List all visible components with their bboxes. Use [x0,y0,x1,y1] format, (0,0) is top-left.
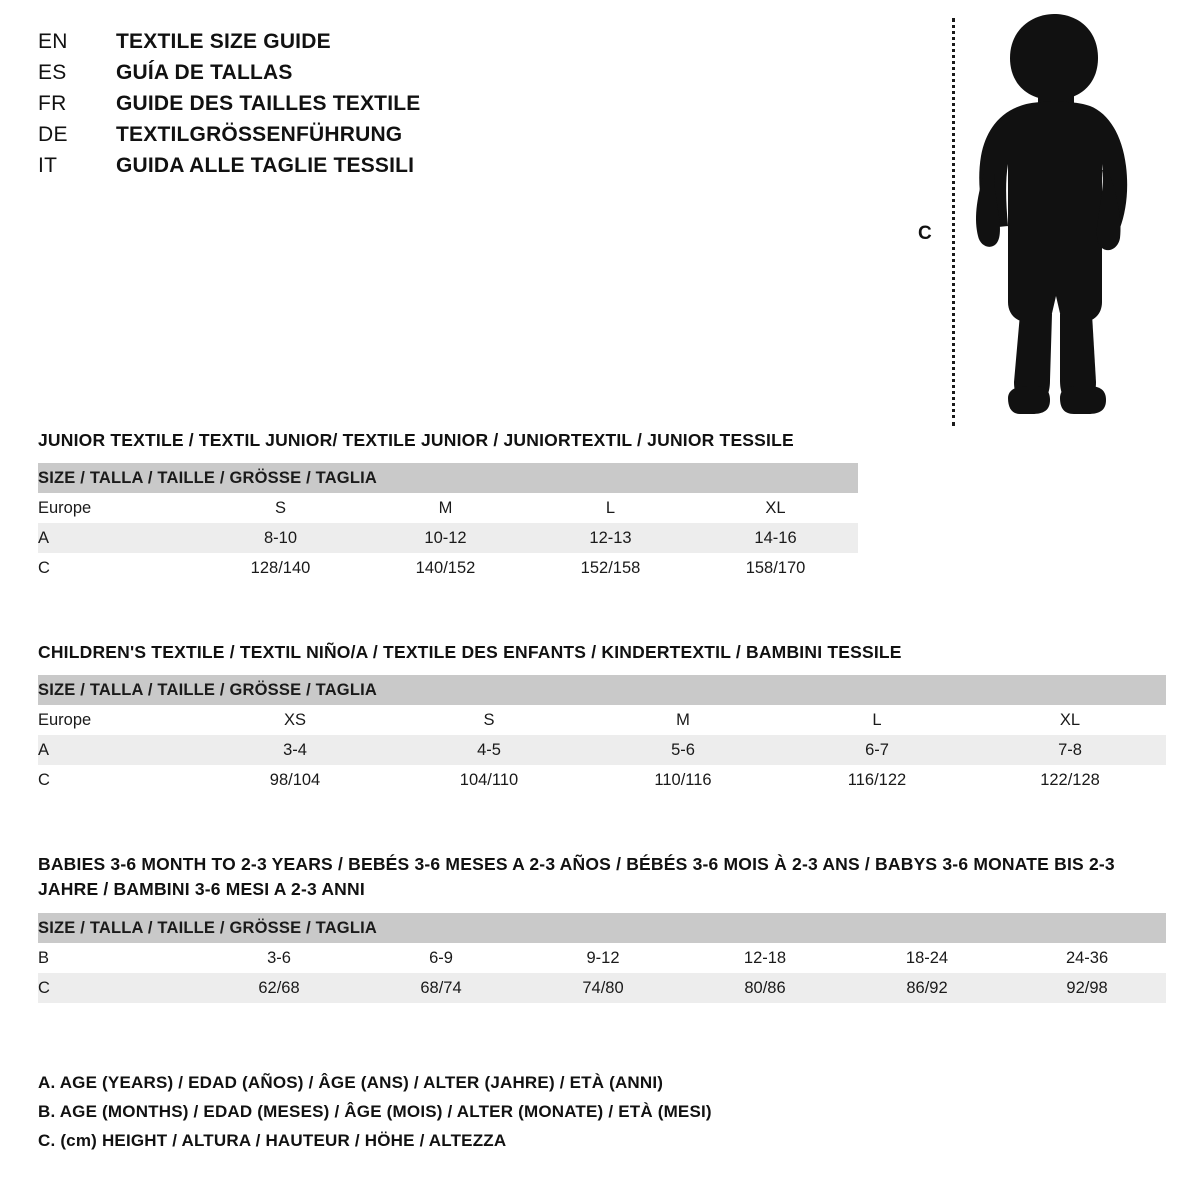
row-label: Europe [38,493,198,523]
cell: 110/116 [586,765,780,795]
cell: XL [693,493,858,523]
cell: 152/158 [528,553,693,583]
language-title: GUIDA ALLE TAGLIE TESSILI [116,154,415,177]
cell: 8-10 [198,523,363,553]
cell: M [363,493,528,523]
legend-line-a: A. AGE (YEARS) / EDAD (AÑOS) / ÂGE (ANS) / ALTER (JAHRE) / ETÀ (ANNI) [38,1073,664,1092]
language-title: TEXTILGRÖSSENFÜHRUNG [116,123,403,146]
section-babies [38,852,1166,1003]
band-label: SIZE / TALLA / TAILLE / GRÖSSE / TAGLIA [38,913,1166,943]
cell: 7-8 [974,735,1166,765]
cell: S [392,705,586,735]
cell: 5-6 [586,735,780,765]
height-measure-label: C [918,223,932,244]
cell: M [586,705,780,735]
table-row [38,735,1166,765]
band-label: SIZE / TALLA / TAILLE / GRÖSSE / TAGLIA [38,463,858,493]
cell: 98/104 [198,765,392,795]
section-title-babies: BABIES 3-6 MONTH TO 2-3 YEARS / BEBÉS 3-6 MESES A 2-3 AÑOS / BÉBÉS 3-6 MOIS À 2-3 ANS / BABYS 3-6 MONATE BIS 2-3 JAHRE / BAMBINI 3-6 MESI A 2-3 ANNI [38,854,1115,900]
cell: 3-6 [198,943,360,973]
cell: XS [198,705,392,735]
row-label: C [38,973,198,1003]
cell: 3-4 [198,735,392,765]
cell: 74/80 [522,973,684,1003]
legend-block [38,1068,1138,1156]
table-row [38,705,1166,735]
section-title-children: CHILDREN'S TEXTILE / TEXTIL NIÑO/A / TEXTILE DES ENFANTS / KINDERTEXTIL / BAMBINI TESSILE [38,642,902,662]
row-label: C [38,765,198,795]
language-title: TEXTILE SIZE GUIDE [116,30,331,53]
cell: L [780,705,974,735]
language-code: EN [38,30,68,53]
legend-line-b: B. AGE (MONTHS) / EDAD (MESES) / ÂGE (MOIS) / ALTER (MONATE) / ETÀ (MESI) [38,1102,712,1122]
language-row [38,123,598,154]
height-measure-figure [900,8,1180,428]
language-code: DE [38,123,68,146]
section-title-junior: JUNIOR TEXTILE / TEXTIL JUNIOR/ TEXTILE JUNIOR / JUNIORTEXTIL / JUNIOR TESSILE [38,430,794,450]
cell: XL [974,705,1166,735]
language-code: FR [38,92,67,115]
cell: 80/86 [684,973,846,1003]
cell: S [198,493,363,523]
cell: 6-7 [780,735,974,765]
cell: 116/122 [780,765,974,795]
child-silhouette-icon [950,14,1140,426]
language-title-block [38,30,598,185]
table-junior [38,463,858,583]
table-band-header [38,913,1166,943]
cell: 24-36 [1008,943,1166,973]
table-row [38,553,858,583]
cell: 12-13 [528,523,693,553]
table-row [38,973,1166,1003]
table-row [38,765,1166,795]
cell: 12-18 [684,943,846,973]
row-label: A [38,735,198,765]
table-band-header [38,463,858,493]
cell: 86/92 [846,973,1008,1003]
language-row [38,30,598,61]
cell: L [528,493,693,523]
row-label: B [38,943,198,973]
cell: 122/128 [974,765,1166,795]
language-title: GUÍA DE TALLAS [116,61,293,84]
language-title: GUIDE DES TAILLES TEXTILE [116,92,421,115]
band-label: SIZE / TALLA / TAILLE / GRÖSSE / TAGLIA [38,675,1166,705]
row-label: A [38,523,198,553]
section-junior [38,428,1166,583]
table-children [38,675,1166,795]
table-row [38,523,858,553]
row-label: Europe [38,705,198,735]
cell: 140/152 [363,553,528,583]
cell: 14-16 [693,523,858,553]
table-row [38,943,1166,973]
cell: 158/170 [693,553,858,583]
table-row [38,493,858,523]
cell: 104/110 [392,765,586,795]
language-code: ES [38,61,67,84]
language-row [38,154,598,185]
section-children [38,640,1166,795]
language-code: IT [38,154,58,177]
cell: 6-9 [360,943,522,973]
cell: 4-5 [392,735,586,765]
cell: 68/74 [360,973,522,1003]
table-band-header [38,675,1166,705]
cell: 18-24 [846,943,1008,973]
language-row [38,92,598,123]
cell: 92/98 [1008,973,1166,1003]
language-row [38,61,598,92]
legend-line-c: C. (cm) HEIGHT / ALTURA / HAUTEUR / HÖHE / ALTEZZA [38,1131,507,1151]
cell: 128/140 [198,553,363,583]
cell: 10-12 [363,523,528,553]
table-babies [38,913,1166,1003]
cell: 62/68 [198,973,360,1003]
cell: 9-12 [522,943,684,973]
row-label: C [38,553,198,583]
